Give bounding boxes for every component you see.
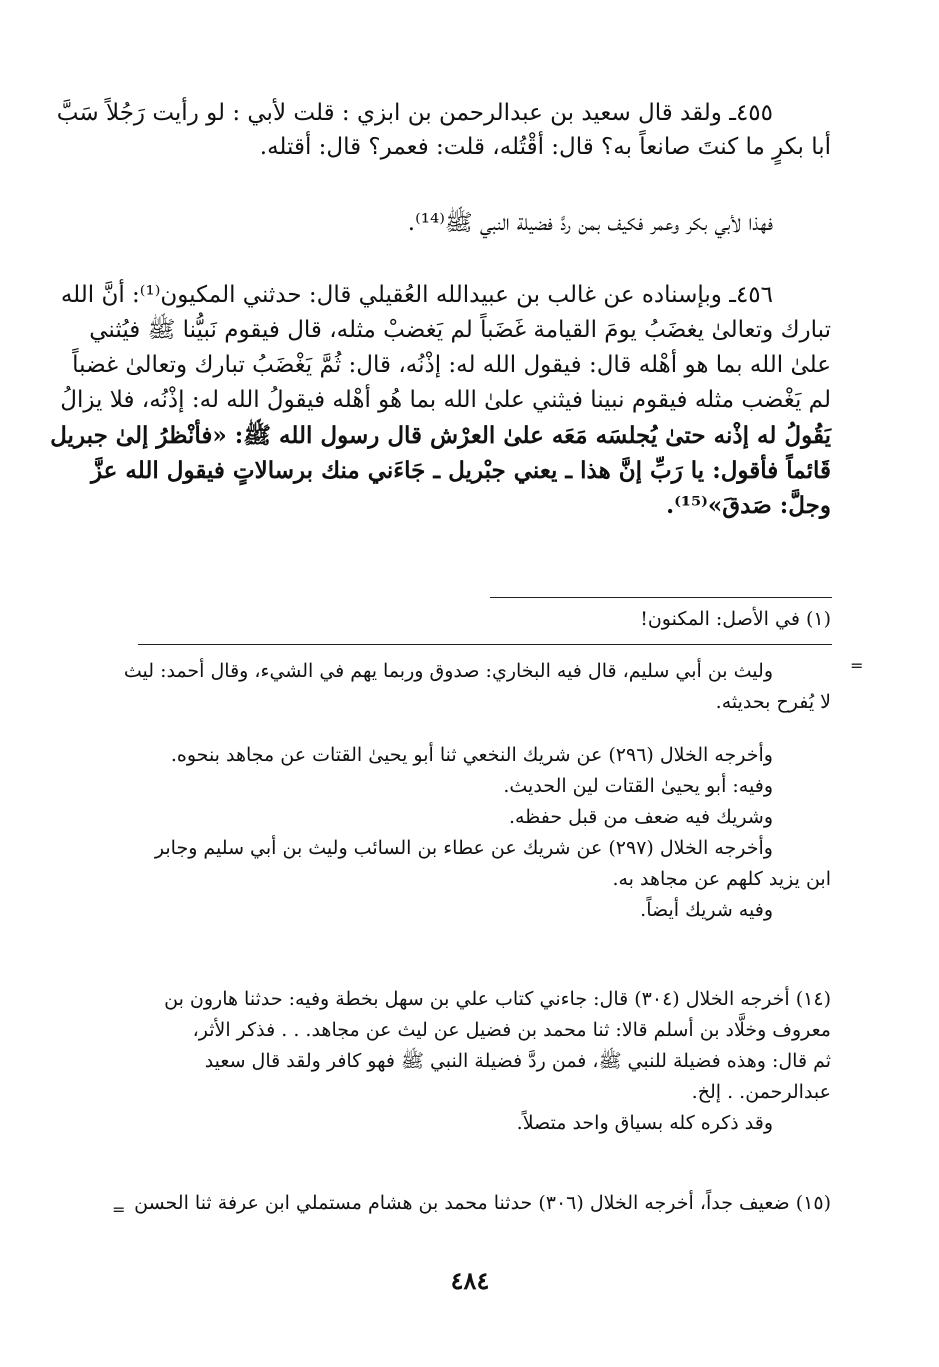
text-line: وأخرجه الخلال (٢٩٦) عن شريك النخعي ثنا أبو يحيىٰ القتات عن مجاهد بنحوه. [170,744,773,766]
text-line: وأخرجه الخلال (٢٩٧) عن شريك عن عطاء بن السائب وليث بن أبي سليم وجابر [154,837,773,859]
footnote-15 [109,1188,831,1219]
continuation-mark-bottom: = [112,1200,126,1219]
text-line: ٤٥٥ـ ولقد قال سعيد بن عبدالرحمن بن ابزي : قلت لأبي : لو رأيت رَجُلاً سَبَّ [56,100,773,126]
text-line: قَائماً فأقول: يا رَبِّ إنَّ هذا ـ يعني جبْريل ـ جَاءَني منك برسالاتٍ فيقول الله عزَّ [90,457,831,484]
text-line: أبا بكرٍ ما كنتَ صانعاً به؟ قال: أقْتُله، قلت: فعمر؟ قال: أقتله. [259,134,831,160]
paragraph-456 [50,278,831,523]
notes-continued [109,656,831,718]
notes-items [109,740,831,926]
text-line: وليث بن أبي سليم، قال فيه البخاري: صدوق وربما يهم في الشيء، وقال أحمد: ليث [123,660,773,682]
text-line: وشريك فيه ضعف من قبل حفظه. [508,806,773,828]
text-line: وفيه شريك أيضاً. [640,899,773,921]
text-line: (١٥) ضعيف جداً، أخرجه الخلال (٣٠٦) حدثنا محمد بن هشام مستملي ابن عرفة ثنا الحسن [134,1192,831,1214]
text-line: وقد ذكره كله بسياق واحد متصلاً. [516,1112,773,1134]
text-line: وجلَّ: صَدقَ»⁽¹⁵⁾. [666,492,831,519]
text-line: ٤٥٦ـ وبإسناده عن غالب بن عبيدالله العُقيلي قال: حدثني المكيون⁽¹⁾: أنَّ الله [60,282,773,308]
footnote-separator [490,597,832,598]
paragraph-455 [56,96,831,164]
text-line: (١٤) أخرجه الخلال (٣٠٤) قال: جاءني كتاب علي بن سهل بخطة وفيه: حدثنا هارون بن [164,988,831,1010]
text-line: لا يُفرح بحديثه. [715,691,831,713]
text-line: علىٰ الله بما هو أهْله قال: فيقول الله له: إذْنُه، قال: ثُمَّ يَغْضَبُ تبارك وتعالىٰ غضباً [72,352,831,378]
footnote-14 [109,984,831,1139]
text-line: تبارك وتعالىٰ يغضَبُ يومَ القيامة غَضَباً لم يَغضبْ مثله، قال فيقوم نَبيُّنا ﷺ فيُثني [89,317,831,343]
text-line: معروف وخلَّاد بن أسلم قالا: ثنا محمد بن فضيل عن ليث عن مجاهد. . . فذكر الأثر، [192,1019,831,1041]
continuation-mark-top: = [850,656,864,675]
text-line: فهذا لأبي بكر وعمر فكيف بمن ردَّ فضيلة النبي ﷺ⁽¹⁴⁾. [407,210,773,236]
text-line: يَقُولُ له إذْنه حتىٰ يُجلسَه مَعَه علىٰ العرْش قال رسول الله ﷺ: «فأنْظرُ إلىٰ جبريل [50,422,831,449]
text-line: لم يَغْضب مثله فيقوم نبينا فيثني علىٰ الله بما هُو أهْله فيقولُ الله له: إذْنُه، فلا يزالُ [60,387,831,413]
text-line: عبدالرحمن. . إلخ. [691,1081,831,1103]
footnote-1 [109,604,831,635]
paragraph-summary [109,206,831,240]
text-line: ابن يزيد كلهم عن مجاهد به. [612,868,831,890]
text-line: ثم قال: وهذه فضيلة للنبي ﷺ، فمن ردَّ فضيلة النبي ﷺ فهو كافر ولقد قال سعيد [204,1050,831,1072]
text-line: وفيه: أبو يحيىٰ القتات لين الحديث. [503,775,773,797]
page-number: ٤٨٤ [450,1266,490,1295]
notes-separator [138,644,832,645]
text-line: (١) في الأصل: المكنون! [640,608,831,630]
